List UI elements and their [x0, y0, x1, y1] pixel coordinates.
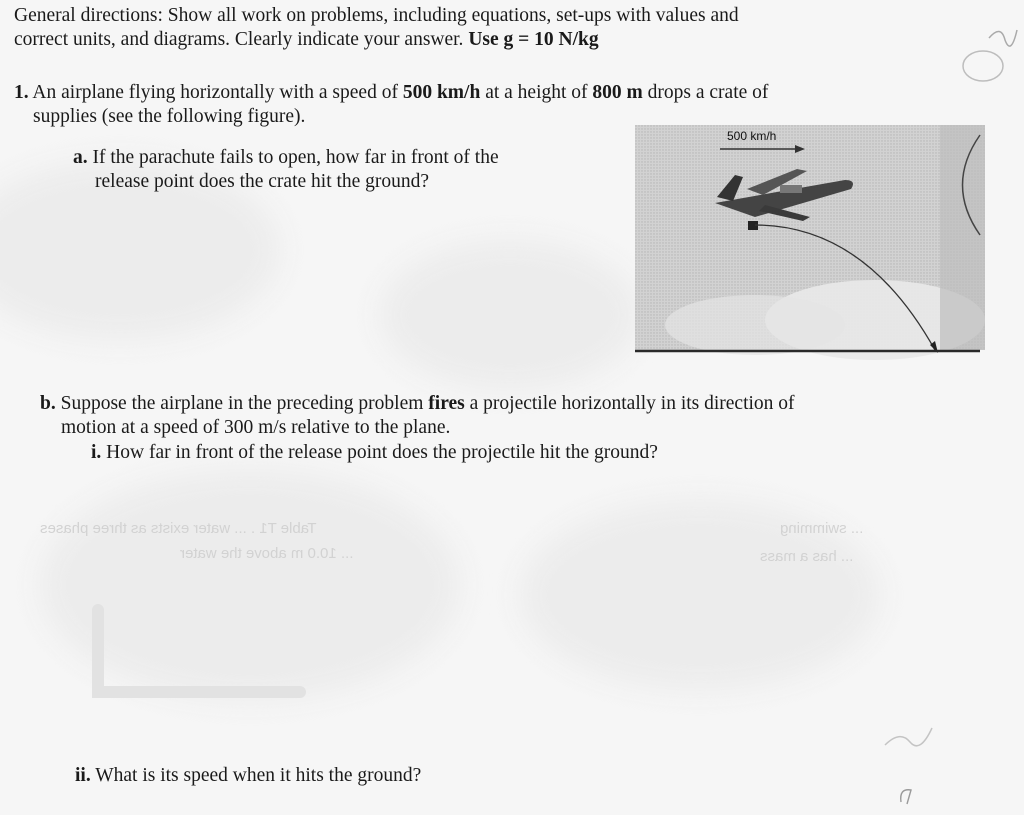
- reverse-side-bracket-shape: [90, 600, 310, 710]
- general-directions-line-1: General directions: Show all work on problems, including equations, set-ups with values and: [14, 5, 739, 26]
- airplane-height: 800 m: [592, 82, 643, 103]
- problem-1-line-1: 1. An airplane flying horizontally with a speed of 500 km/h at a height of 800 m drops a crate of: [14, 82, 769, 103]
- reverse-side-bleed-text: ... has a mass: [760, 548, 854, 565]
- part-b-ii-line: ii. What is its speed when it hits the ground?: [75, 765, 422, 786]
- part-b-i-line: i. How far in front of the release point does the projectile hit the ground?: [91, 442, 658, 463]
- fires-emphasis: fires: [428, 393, 465, 414]
- part-b-label: b.: [40, 393, 56, 414]
- figure-speed-label: 500 km/h: [727, 129, 777, 143]
- part-a-line-2: release point does the crate hit the ground?: [95, 171, 430, 192]
- bleed-through-smudge: [380, 240, 640, 390]
- figure-drawing: [635, 125, 985, 360]
- part-a-label: a.: [73, 147, 88, 168]
- part-a-line-1: a. If the parachute fails to open, how far in front of the: [73, 147, 499, 168]
- general-directions-line-2: correct units, and diagrams. Clearly indicate your answer. Use g = 10 N/kg: [14, 29, 599, 50]
- problem-number: 1.: [14, 82, 29, 103]
- sub-i-label: i.: [91, 442, 102, 463]
- airplane-drop-figure: [635, 125, 985, 360]
- airplane-speed: 500 km/h: [402, 82, 481, 103]
- handwritten-scribble: [895, 780, 925, 810]
- handwritten-scribble: [880, 720, 940, 760]
- reverse-side-bleed-text: ... 10.0 m above the water: [180, 545, 354, 562]
- part-b-line-1: b. Suppose the airplane in the preceding problem fires a projectile horizontally in its direction of: [40, 393, 795, 414]
- problem-1-line-2: supplies (see the following figure).: [33, 106, 306, 127]
- part-b-line-2: motion at a speed of 300 m/s relative to the plane.: [61, 417, 451, 438]
- reverse-side-bleed-text: ... swimming: [780, 520, 864, 537]
- handwritten-scribble: [955, 18, 1020, 88]
- gravity-constant: Use g = 10 N/kg: [468, 29, 599, 50]
- sub-ii-label: ii.: [75, 765, 91, 786]
- reverse-side-bleed-text: Table T1 . ... water exists as three phases: [40, 520, 317, 537]
